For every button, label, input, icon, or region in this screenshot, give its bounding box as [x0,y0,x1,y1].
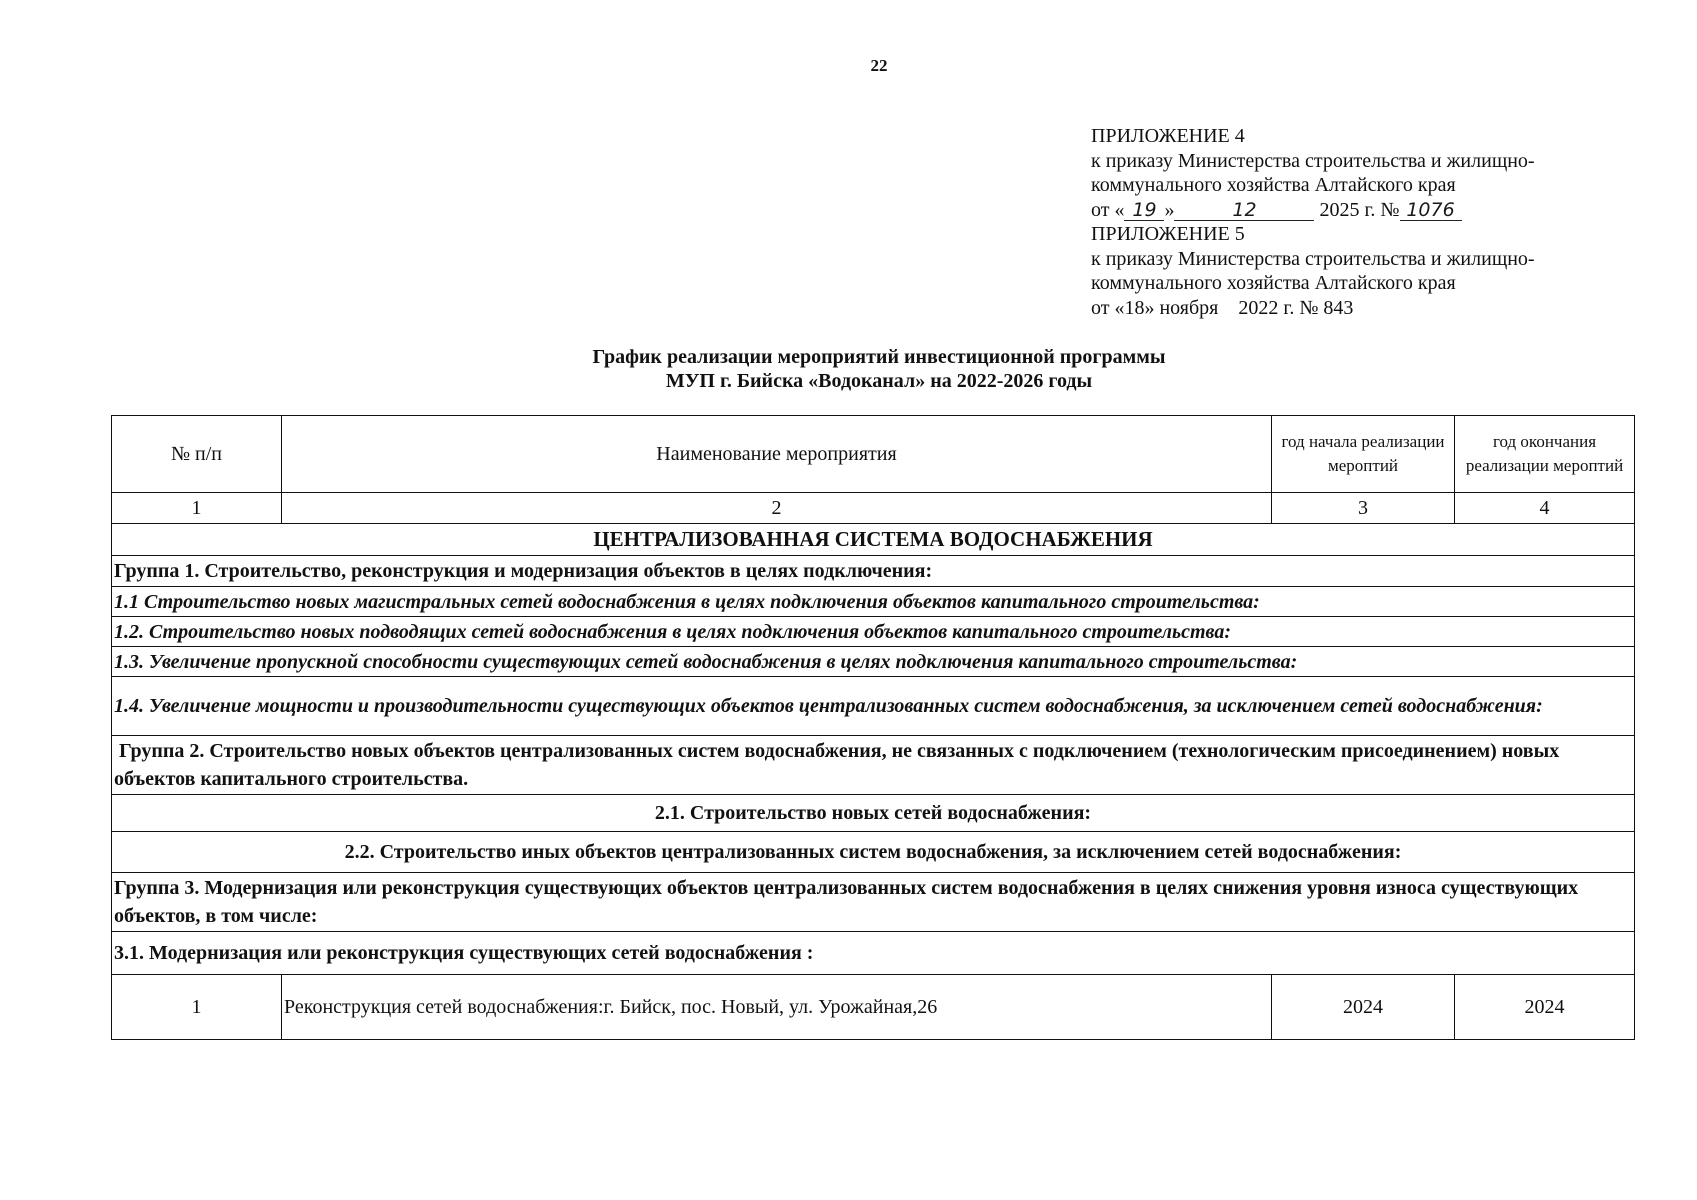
table-row [112,975,1635,1040]
appendix4-date-mid: » [1164,198,1175,221]
group3-title: Группа 3. Модернизация или реконструкция существующих объектов централизованных систем водоснабжения в целях снижения уровня износа существующих объектов, в том числе: [112,873,1635,932]
document-title-line1: График реализации мероприятий инвестиционной программы [592,346,1166,368]
subgroup-1-3: 1.3. Увеличение пропускной способности существующих сетей водоснабжения в целях подключения капитального строительства: [112,647,1635,677]
subgroup-row [112,647,1635,677]
index-cell: 2 [282,493,1272,524]
section-row [112,524,1635,556]
appendix4-title: ПРИЛОЖЕНИЕ 4 [1091,125,1245,147]
appendix4-month: 12 [1174,200,1314,221]
appendix-block [1091,124,1651,320]
group-row [112,556,1635,587]
index-cell: 1 [112,493,282,524]
table-index-row [112,493,1635,524]
subgroup-row [112,932,1635,975]
page-number: 22 [870,56,888,75]
header-end-year: год окончания реализации мероптий [1455,416,1635,493]
appendix5-line1: к приказу Министерства строительства и жилищно- [1091,247,1535,270]
appendix5-title: ПРИЛОЖЕНИЕ 5 [1091,223,1245,245]
appendix4-number: 1076 [1400,200,1462,221]
subgroup-row [112,677,1635,736]
section-title: ЦЕНТРАЛИЗОВАННАЯ СИСТЕМА ВОДОСНАБЖЕНИЯ [112,524,1635,556]
table-header-row [112,416,1635,493]
row-end-year: 2024 [1455,975,1635,1040]
appendix4-line1: к приказу Министерства строительства и жилищно- [1091,149,1535,172]
header-num: № п/п [112,416,282,493]
subgroup-2-1: 2.1. Строительство новых сетей водоснабжения: [112,795,1635,832]
subgroup-row [112,795,1635,832]
header-start-year: год начала реализации мероптий [1272,416,1455,493]
group1-title: Группа 1. Строительство, реконструкция и модернизация объектов в целях подключения: [112,556,1635,587]
row-name: Реконструкция сетей водоснабжения:г. Бийск, пос. Новый, ул. Урожайная,26 [282,975,1272,1040]
document-title [0,345,1697,393]
subgroup-row [112,617,1635,647]
appendix4-date-prefix: от « [1091,198,1125,221]
header-name: Наименование мероприятия [282,416,1272,493]
subgroup-row [112,587,1635,617]
appendix5-line2: коммунального хозяйства Алтайского края [1091,272,1456,294]
subgroup-1-4: 1.4. Увеличение мощности и производительности существующих объектов централизованных систем водоснабжения, за исключением сетей водоснабжения: [112,677,1635,736]
appendix4-year: 2025 г. № [1319,198,1400,221]
row-start-year: 2024 [1272,975,1455,1040]
appendix5-date-line: от «18» ноября 2022 г. № 843 [1091,296,1354,319]
appendix4-date-line [1091,198,1651,223]
document-title-line2: МУП г. Бийска «Водоканал» на 2022-2026 годы [665,370,1093,392]
subgroup-1-1: 1.1 Строительство новых магистральных сетей водоснабжения в целях подключения объектов капитального строительства: [112,587,1635,617]
group-row [112,736,1635,795]
subgroup-row [112,832,1635,873]
index-cell: 4 [1455,493,1635,524]
row-num: 1 [112,975,282,1040]
index-cell: 3 [1272,493,1455,524]
appendix4-day: 19 [1124,200,1164,221]
schedule-table [111,415,1635,1040]
subgroup-1-2: 1.2. Строительство новых подводящих сетей водоснабжения в целях подключения объектов капитального строительства: [112,617,1635,647]
appendix4-line2: коммунального хозяйства Алтайского края [1091,174,1456,196]
subgroup-3-1: 3.1. Модернизация или реконструкция существующих сетей водоснабжения : [112,932,1635,975]
group2-title: Группа 2. Строительство новых объектов централизованных систем водоснабжения, не связанных с подключением (технологическим присоединением) новых объектов капитального строительства. [112,736,1635,795]
group-row [112,873,1635,932]
subgroup-2-2: 2.2. Строительство иных объектов централизованных систем водоснабжения, за исключением сетей водоснабжения: [112,832,1635,873]
